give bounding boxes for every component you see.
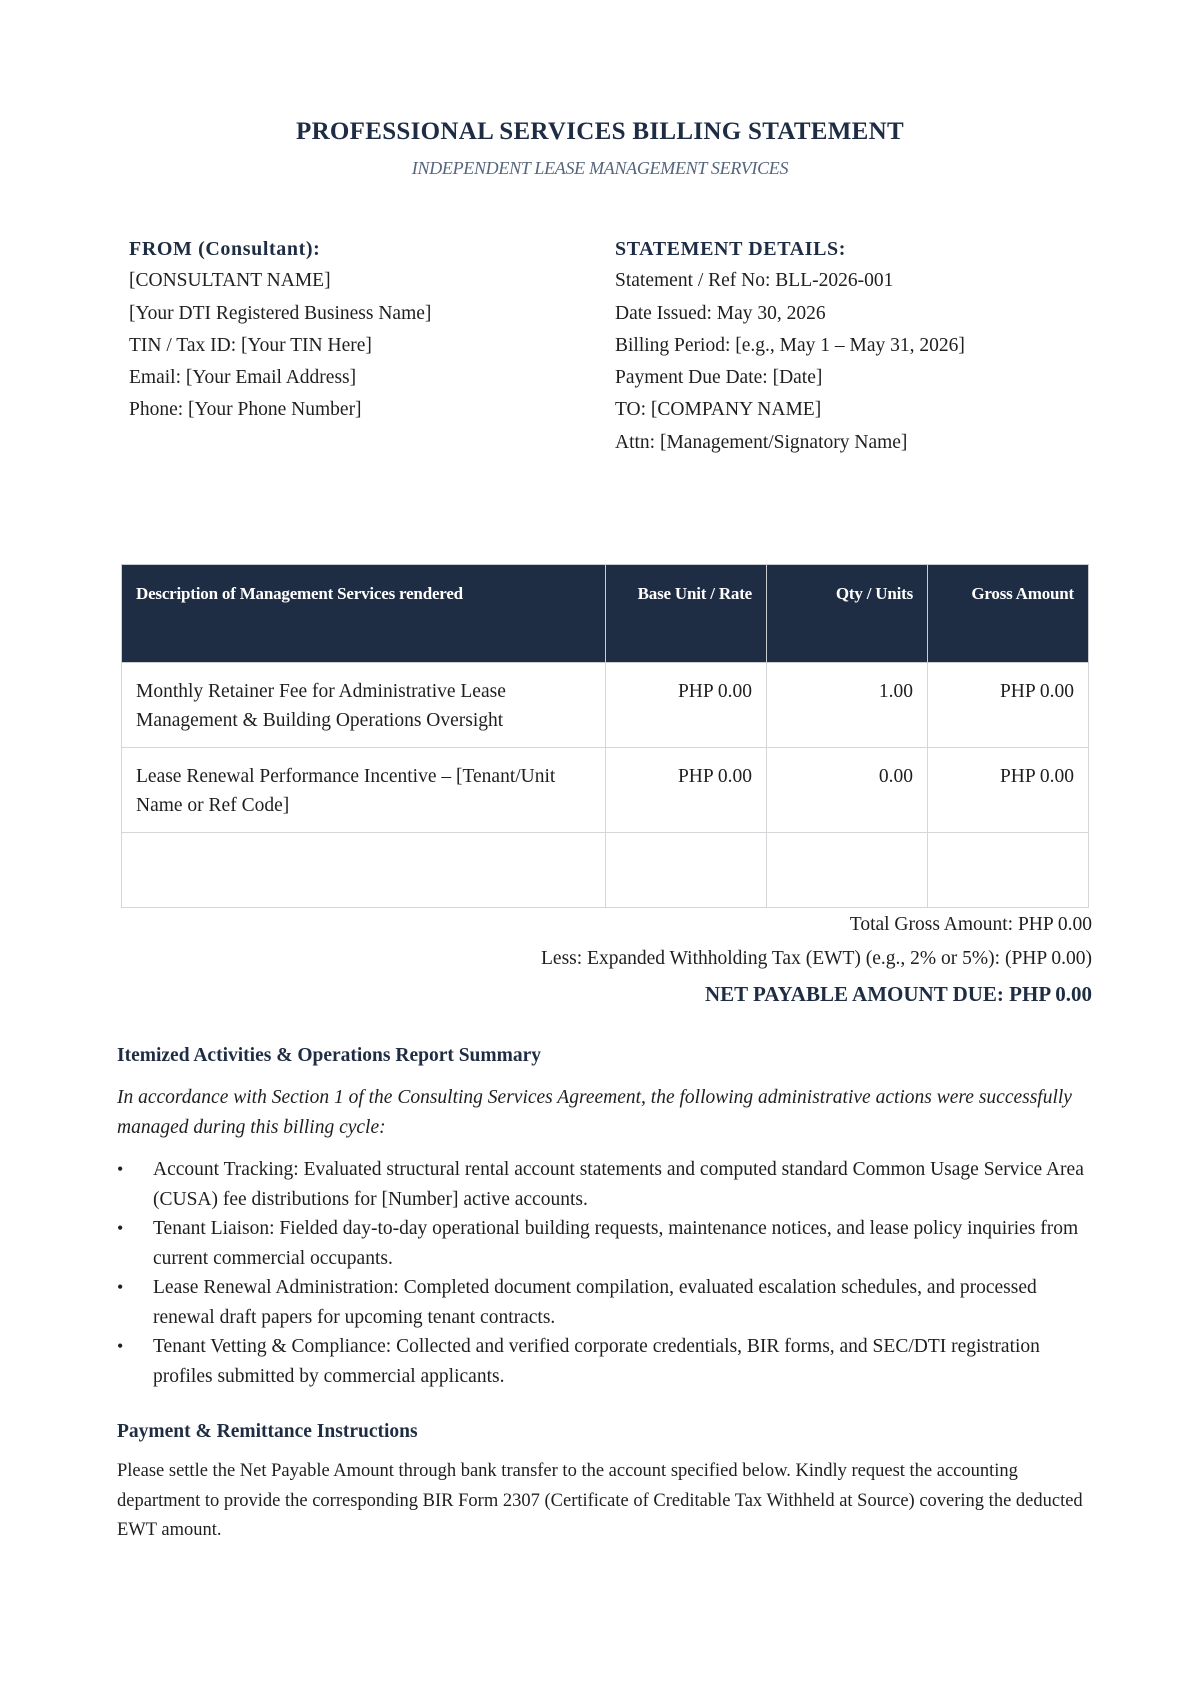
service-rate bbox=[606, 833, 767, 908]
total-gross-amount: Total Gross Amount: PHP 0.00 bbox=[849, 914, 1092, 935]
service-qty bbox=[767, 833, 928, 908]
bullet-icon: • bbox=[117, 1159, 124, 1179]
consultant-name: [CONSULTANT NAME] bbox=[129, 270, 331, 292]
list-item bbox=[117, 1155, 1087, 1214]
ewt-deduction: Less: Expanded Withholding Tax (EWT) (e.g., 2% or 5%): (PHP 0.00) bbox=[541, 948, 1092, 969]
list-item bbox=[117, 1273, 1087, 1332]
table-header-row bbox=[122, 565, 1089, 663]
consultant-heading: FROM (Consultant): bbox=[129, 238, 321, 260]
date-issued: Date Issued: May 30, 2026 bbox=[615, 302, 826, 324]
service-gross-amount bbox=[928, 833, 1089, 908]
consultant-info bbox=[129, 233, 599, 427]
table-row bbox=[122, 663, 1089, 748]
table-row bbox=[122, 748, 1089, 833]
service-description: Monthly Retainer Fee for Administrative Lease Management & Building Operations Oversight bbox=[122, 663, 606, 748]
statement-ref-no: Statement / Ref No: BLL-2026-001 bbox=[615, 270, 894, 292]
column-header-qty: Qty / Units bbox=[767, 565, 928, 663]
table-row-empty bbox=[122, 833, 1089, 908]
bill-to-company: TO: [COMPANY NAME] bbox=[615, 399, 822, 421]
payment-due-date: Payment Due Date: [Date] bbox=[615, 367, 823, 389]
activity-text: Lease Renewal Administration: Completed document compilation, evaluated escalation schedules, and processed renewal draft papers for upcoming tenant contracts. bbox=[153, 1277, 1037, 1328]
consultant-email: Email: [Your Email Address] bbox=[129, 367, 357, 389]
service-rate: PHP 0.00 bbox=[606, 748, 767, 833]
consultant-phone: Phone: [Your Phone Number] bbox=[129, 399, 362, 421]
column-header-rate: Base Unit / Rate bbox=[606, 565, 767, 663]
document-subtitle: INDEPENDENT LEASE MANAGEMENT SERVICES bbox=[411, 158, 789, 178]
activity-text: Tenant Liaison: Fielded day-to-day operational building requests, maintenance notices, and lease policy inquiries from current commercial occupants. bbox=[153, 1218, 1079, 1269]
list-item bbox=[117, 1332, 1087, 1391]
activities-intro: In accordance with Section 1 of the Consulting Services Agreement, the following administrative actions were successfully managed during this billing cycle: bbox=[117, 1087, 1072, 1138]
activity-text: Tenant Vetting & Compliance: Collected and verified corporate credentials, BIR forms, and SEC/DTI registration profiles submitted by commercial applicants. bbox=[153, 1336, 1040, 1387]
column-header-description: Description of Management Services rendered bbox=[122, 565, 606, 663]
billing-period: Billing Period: [e.g., May 1 – May 31, 2026] bbox=[615, 334, 965, 356]
service-qty: 0.00 bbox=[767, 748, 928, 833]
consultant-business-name: [Your DTI Registered Business Name] bbox=[129, 302, 432, 324]
service-rate: PHP 0.00 bbox=[606, 663, 767, 748]
statement-details-heading: STATEMENT DETAILS: bbox=[615, 238, 847, 260]
bullet-icon: • bbox=[117, 1336, 124, 1356]
bullet-icon: • bbox=[117, 1218, 124, 1238]
attention-line: Attn: [Management/Signatory Name] bbox=[615, 431, 908, 453]
net-payable-amount: NET PAYABLE AMOUNT DUE: PHP 0.00 bbox=[704, 982, 1092, 1006]
service-gross-amount: PHP 0.00 bbox=[928, 663, 1089, 748]
statement-details bbox=[615, 233, 1135, 459]
services-table bbox=[121, 564, 1089, 908]
document-title: PROFESSIONAL SERVICES BILLING STATEMENT bbox=[296, 118, 904, 145]
bullet-icon: • bbox=[117, 1277, 124, 1297]
service-description bbox=[122, 833, 606, 908]
payment-heading: Payment & Remittance Instructions bbox=[117, 1421, 418, 1442]
list-item bbox=[117, 1214, 1087, 1273]
service-description: Lease Renewal Performance Incentive – [Tenant/Unit Name or Ref Code] bbox=[122, 748, 606, 833]
service-qty: 1.00 bbox=[767, 663, 928, 748]
activities-list bbox=[117, 1155, 1087, 1391]
service-gross-amount: PHP 0.00 bbox=[928, 748, 1089, 833]
column-header-gross-amount: Gross Amount bbox=[928, 565, 1089, 663]
consultant-tin: TIN / Tax ID: [Your TIN Here] bbox=[129, 334, 372, 356]
activities-heading: Itemized Activities & Operations Report Summary bbox=[117, 1045, 542, 1066]
payment-instructions: Please settle the Net Payable Amount through bank transfer to the account specified below. Kindly request the accounting department to provide the corresponding BIR Form 2307 (Certificate of Creditable Tax Withheld at Source) covering the deducted EWT amount. bbox=[117, 1461, 1083, 1540]
activity-text: Account Tracking: Evaluated structural rental account statements and computed standard Common Usage Service Area (CUSA) fee distributions for [Number] active accounts. bbox=[153, 1159, 1084, 1210]
